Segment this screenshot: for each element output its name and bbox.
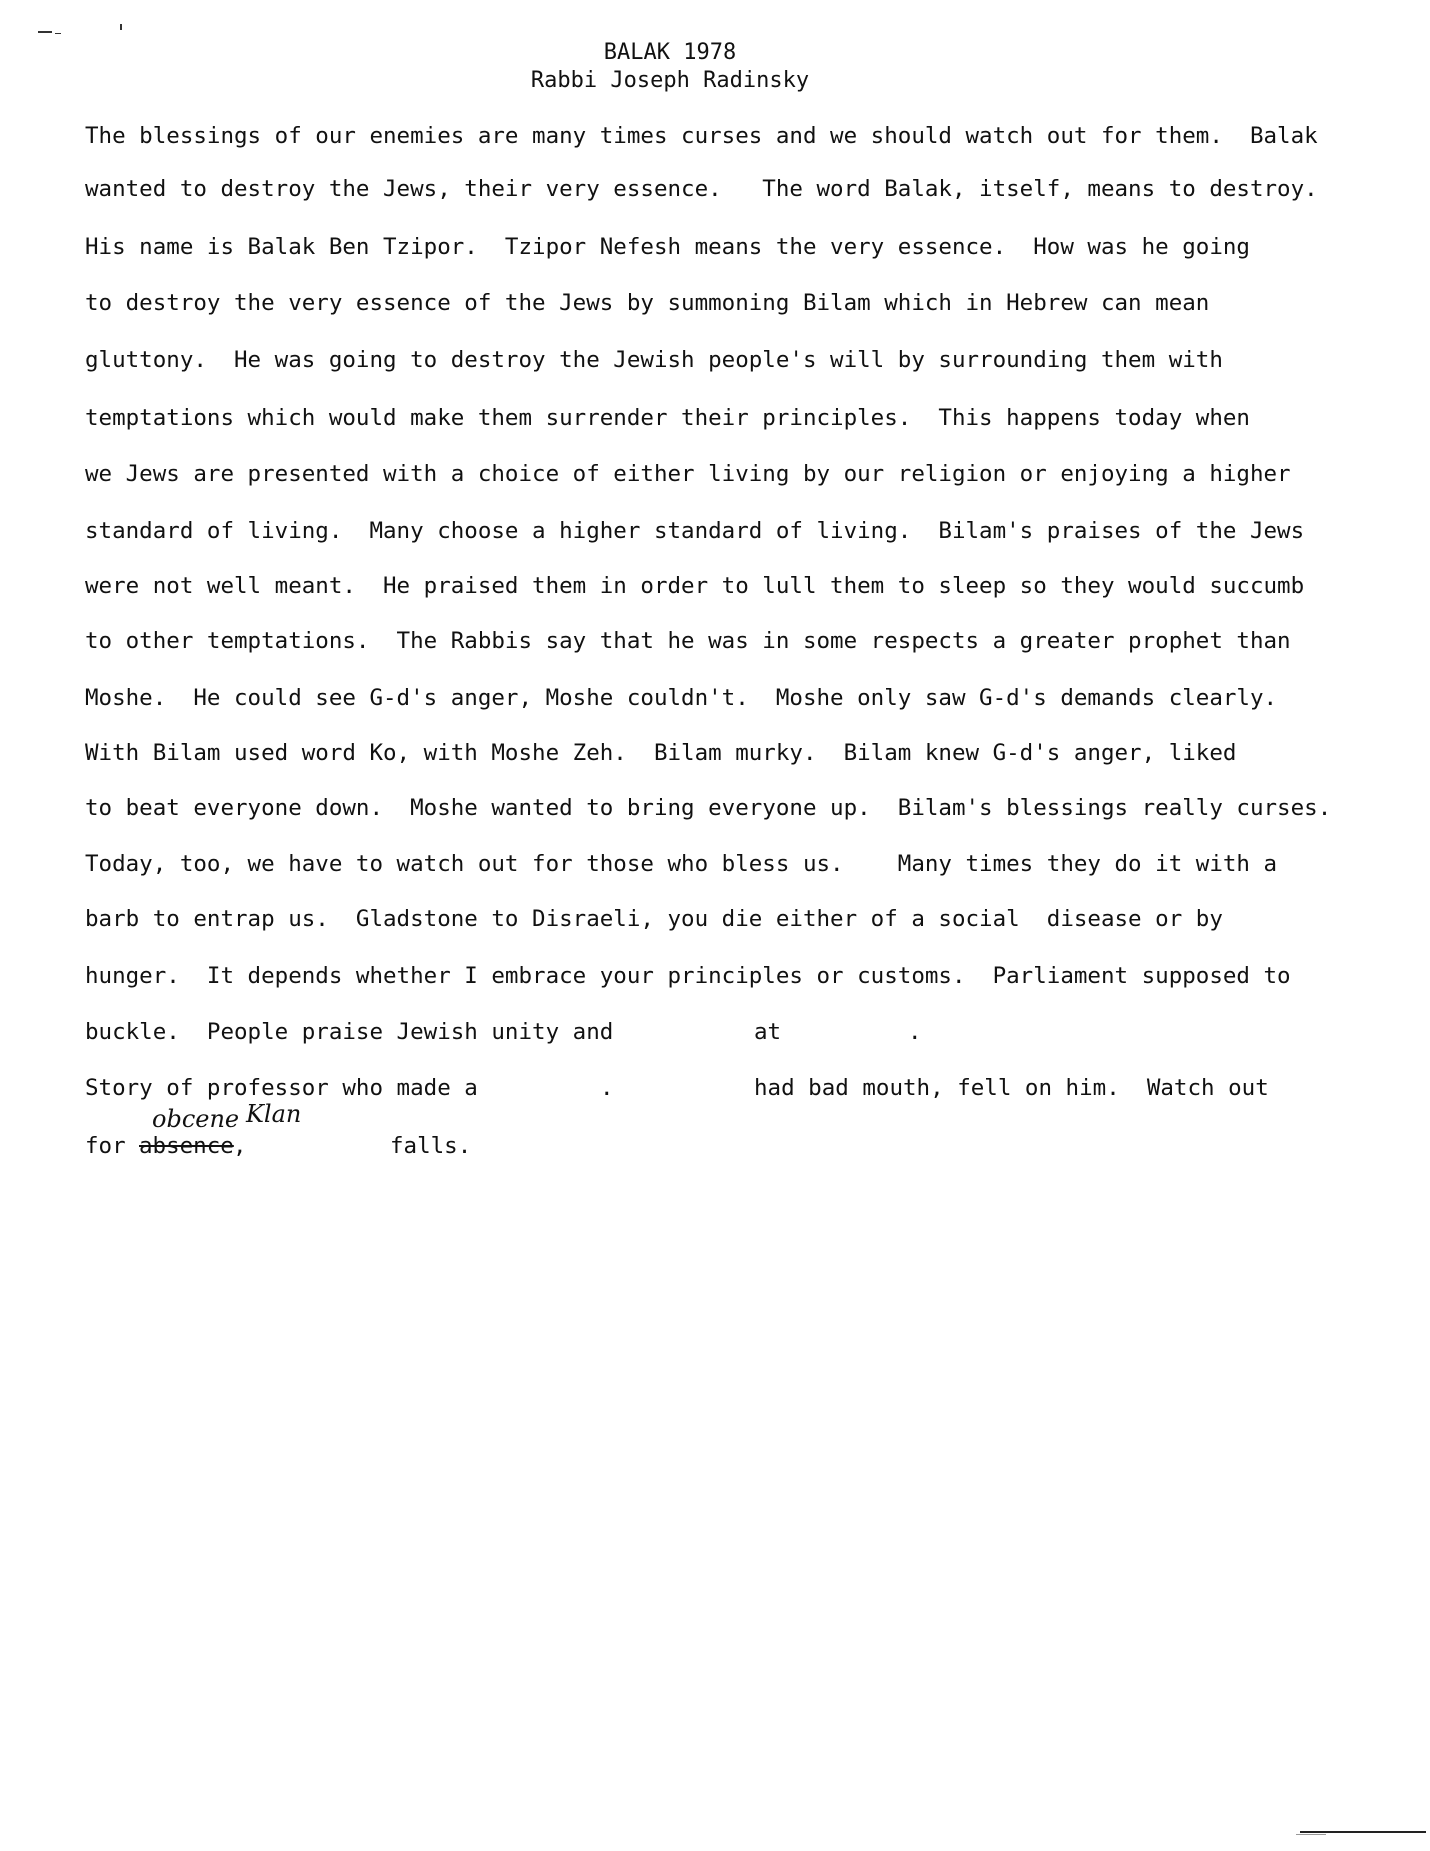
body-line: barb to entrap us. Gladstone to Disraeli, you die either of a social disease or by — [85, 906, 1223, 932]
body-line: temptations which would make them surrender their principles. This happens today when — [85, 405, 1250, 431]
final-line-prefix: for — [85, 1133, 140, 1159]
scan-mark — [120, 24, 122, 30]
body-line: standard of living. Many choose a higher standard of living. Bilam's praises of the Jews — [85, 518, 1305, 544]
document-author: Rabbi Joseph Radinsky — [530, 68, 810, 93]
scan-mark — [55, 33, 61, 34]
gapped-line-word: at — [754, 1019, 782, 1045]
struck-word: absence — [139, 1133, 234, 1159]
final-line-suffix: falls. — [390, 1133, 472, 1159]
gapped-line-start: Story of professor who made a — [85, 1075, 478, 1101]
body-line: With Bilam used word Ko, with Moshe Zeh. Bilam murky. Bilam knew G-d's anger, liked — [85, 740, 1237, 766]
gapped-line-period: . — [600, 1075, 614, 1101]
gapped-line-period: . — [908, 1019, 922, 1045]
body-line: to destroy the very essence of the Jews by summoning Bilam which in Hebrew can mean — [85, 290, 1210, 316]
body-line: hunger. It depends whether I embrace your principles or customs. Parliament supposed to — [85, 963, 1291, 989]
gapped-line-end: had bad mouth, fell on him. Watch out — [754, 1075, 1269, 1101]
body-line: Today, too, we have to watch out for those who bless us. Many times they do it with a — [85, 851, 1278, 877]
body-line: to beat everyone down. Moshe wanted to bring everyone up. Bilam's blessings really curses. — [85, 795, 1332, 821]
body-line: The blessings of our enemies are many times curses and we should watch out for them. Balak — [85, 123, 1318, 149]
handwritten-insertion: Klan — [246, 1100, 302, 1128]
body-line: to other temptations. The Rabbis say that he was in some respects a greater prophet than — [85, 628, 1291, 654]
final-line-comma: , — [233, 1133, 247, 1159]
body-line: were not well meant. He praised them in order to lull them to sleep so they would succumb — [85, 573, 1305, 599]
body-line: Moshe. He could see G-d's anger, Moshe couldn't. Moshe only saw G-d's demands clearly. — [85, 685, 1278, 711]
body-line: His name is Balak Ben Tzipor. Tzipor Nefesh means the very essence. How was he going — [85, 234, 1250, 260]
body-line: wanted to destroy the Jews, their very essence. The word Balak, itself, means to destroy. — [85, 176, 1318, 202]
footer-rule — [1300, 1831, 1426, 1833]
document-title: BALAK 1978 — [603, 40, 737, 65]
handwritten-insertion: obcene — [152, 1105, 240, 1133]
footer-rule-faint — [1296, 1834, 1326, 1835]
gapped-line-start: buckle. People praise Jewish unity and — [85, 1019, 614, 1045]
scan-mark — [38, 31, 52, 33]
body-line: gluttony. He was going to destroy the Jewish people's will by surrounding them with — [85, 347, 1223, 373]
body-line: we Jews are presented with a choice of either living by our religion or enjoying a higher — [85, 461, 1291, 487]
